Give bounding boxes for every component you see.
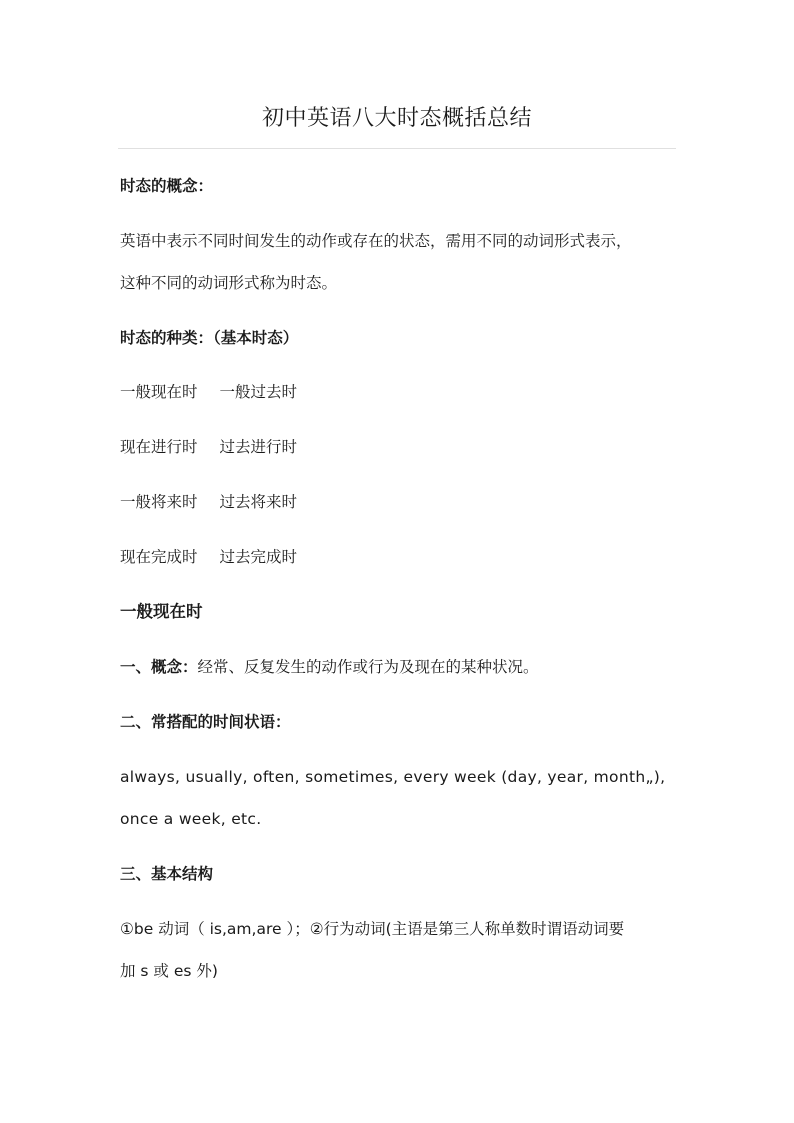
tense-name: 过去将来时 xyxy=(219,493,298,511)
title-divider xyxy=(118,148,676,149)
adverbials-line-1: always, usually, often, sometimes, every week (day, year, month„), xyxy=(120,768,666,786)
document-title: 初中英语八大时态概括总结 xyxy=(261,106,532,131)
tense-name: 一般现在时 xyxy=(120,383,198,401)
tense-name: 一般将来时 xyxy=(120,493,198,511)
tense-name: 现在完成时 xyxy=(120,548,198,566)
structure-line-2: 加 s 或 es 外) xyxy=(120,962,218,980)
tense-name: 一般过去时 xyxy=(219,383,298,401)
tense-pair-row xyxy=(120,490,297,514)
adverbials-line-2: once a week, etc. xyxy=(120,810,262,828)
point-1-label: 一、概念： xyxy=(120,658,198,676)
tense-name: 过去完成时 xyxy=(219,548,298,566)
point-3-heading: 三、基本结构 xyxy=(120,865,214,883)
concept-text-line-2: 这种不同的动词形式称为时态。 xyxy=(120,274,338,292)
concept-text-line-1: 英语中表示不同时间发生的动作或存在的状态，需用不同的动词形式表示， xyxy=(120,232,632,250)
tense-pair-row xyxy=(120,545,297,569)
tense-name: 过去进行时 xyxy=(219,438,298,456)
point-1 xyxy=(120,655,539,679)
tense-name: 现在进行时 xyxy=(120,438,198,456)
concept-heading: 时态的概念： xyxy=(120,177,214,195)
kinds-heading: 时态的种类：（基本时态） xyxy=(120,329,299,347)
structure-line-1: ①be 动词（ is,am,are ）；②行为动词(主语是第三人称单数时谓语动词要 xyxy=(120,920,625,938)
section-heading: 一般现在时 xyxy=(120,602,203,621)
point-2-heading: 二、常搭配的时间状语： xyxy=(120,713,291,731)
point-1-text: 经常、反复发生的动作或行为及现在的某种状况。 xyxy=(197,658,539,676)
tense-pair-row xyxy=(120,435,297,459)
tense-pair-row xyxy=(120,380,297,404)
